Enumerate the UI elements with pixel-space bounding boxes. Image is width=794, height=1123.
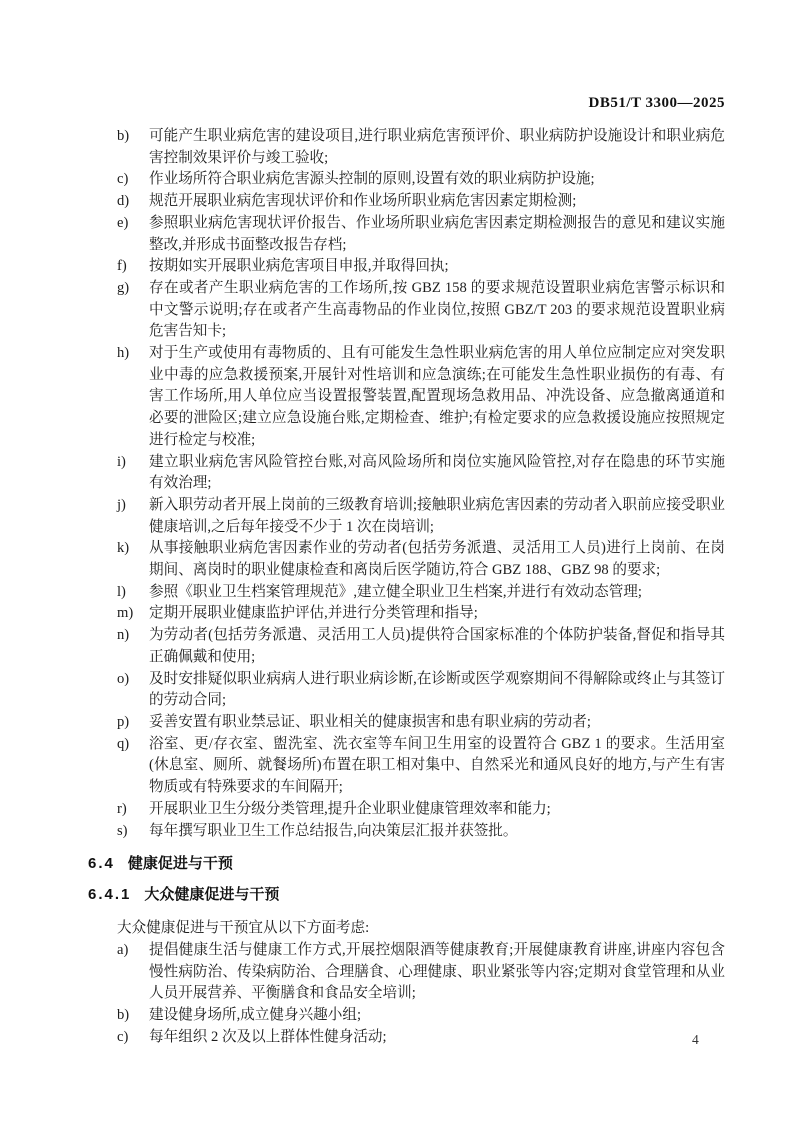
page-content <box>88 126 725 1048</box>
list-item <box>117 712 725 734</box>
section-heading <box>88 855 725 872</box>
list-item-text: 新入职劳动者开展上岗前的三级教育培训;接触职业病危害因素的劳动者入职前应接受职业健康培训,之后每年接受不少于 1 次在岗培训; <box>149 496 725 535</box>
list-item <box>117 191 725 213</box>
page-number: 4 <box>692 1032 699 1047</box>
list-item <box>117 940 725 1005</box>
list-item <box>117 538 725 581</box>
list-item-text: 建立职业病危害风险管控台账,对高风险场所和岗位实施风险管控,对存在隐患的环节实施有效治理; <box>149 453 725 492</box>
section-number: 6.4 <box>88 855 115 873</box>
list-item-text: 提倡健康生活与健康工作方式,开展控烟限酒等健康教育;开展健康教育讲座,讲座内容包含慢性病防治、传染病防治、合理膳食、心理健康、职业紧张等内容;定期对食堂管理和从业人员开展营养、平衡膳食和食品安全培训; <box>149 941 725 1002</box>
list-item <box>117 625 725 668</box>
section-title: 健康促进与干预 <box>127 855 233 873</box>
list-item <box>117 278 725 343</box>
list-item-text: 参照《职业卫生档案管理规范》,建立健全职业卫生档案,并进行有效动态管理; <box>149 583 642 600</box>
list-item-text: 妥善安置有职业禁忌证、职业相关的健康损害和患有职业病的劳动者; <box>149 713 591 730</box>
list-item-text: 从事接触职业病危害因素作业的劳动者(包括劳务派遣、灵活用工人员)进行上岗前、在岗期间、离岗时的职业健康检查和离岗后医学随访,符合 GBZ 188、GBZ 98 的要求; <box>149 540 725 579</box>
subsection-title: 大众健康促进与干预 <box>144 886 280 904</box>
subsection-number: 6.4.1 <box>88 886 132 904</box>
list-item-label: c) <box>117 1028 129 1045</box>
list-item-text: 为劳动者(包括劳务派遣、灵活用工人员)提供符合国家标准的个体防护装备,督促和指导其正确佩戴和使用; <box>149 627 725 665</box>
list-item <box>117 734 725 799</box>
doc-number: DB51/T 3300—2025 <box>588 95 725 111</box>
intro-paragraph: 大众健康促进与干预宜从以下方面考虑: <box>117 920 370 937</box>
list-item-label: i) <box>117 453 126 470</box>
list-item-text: 开展职业卫生分级分类管理,提升企业职业健康管理效率和能力; <box>149 800 551 817</box>
list-item-label: q) <box>117 735 130 752</box>
list-item-text: 及时安排疑似职业病病人进行职业病诊断,在诊断或医学观察期间不得解除或终止与其签订的劳动合同; <box>149 670 725 709</box>
list-item <box>117 603 725 625</box>
list-item <box>117 669 725 712</box>
list-item-label: e) <box>117 214 129 231</box>
list-item-label: h) <box>117 345 130 362</box>
list-item <box>117 821 725 843</box>
requirement-list <box>88 126 725 842</box>
health-promotion-list <box>88 940 725 1049</box>
list-item <box>117 213 725 256</box>
list-item-label: p) <box>117 713 130 730</box>
list-item-label: m) <box>117 605 134 622</box>
list-item <box>117 1005 725 1027</box>
list-item-label: f) <box>117 258 127 275</box>
list-item-text: 每年撰写职业卫生工作总结报告,向决策层汇报并获签批。 <box>149 822 518 839</box>
list-item-text: 作业场所符合职业病危害源头控制的原则,设置有效的职业病防护设施; <box>149 171 595 188</box>
list-item-label: k) <box>117 540 130 557</box>
list-item-text: 定期开展职业健康监护评估,并进行分类管理和指导; <box>149 605 478 622</box>
list-item <box>117 582 725 604</box>
list-item-label: o) <box>117 670 130 687</box>
list-item-label: r) <box>117 800 127 817</box>
list-item-text: 按期如实开展职业病危害项目申报,并取得回执; <box>149 258 449 275</box>
list-item <box>117 1027 725 1049</box>
list-item-label: d) <box>117 193 130 210</box>
list-item-label: g) <box>117 279 130 296</box>
list-item <box>117 495 725 538</box>
list-item-text: 存在或者产生职业病危害的工作场所,按 GBZ 158 的要求规范设置职业病危害警示标识和中文警示说明;存在或者产生高毒物品的作业岗位,按照 GBZ/T 203 的要求规范设置职业病危害告知卡; <box>149 279 725 340</box>
subsection-heading <box>88 886 725 903</box>
list-item-text: 可能产生职业病危害的建设项目,进行职业病危害预评价、职业病防护设施设计和职业病危害控制效果评价与竣工验收; <box>149 128 725 166</box>
list-item-label: s) <box>117 822 128 839</box>
list-item-text: 每年组织 2 次及以上群体性健身活动; <box>149 1028 387 1045</box>
list-item <box>117 343 725 452</box>
list-item-label: l) <box>117 583 126 600</box>
list-item <box>117 169 725 191</box>
list-item-label: b) <box>117 1007 130 1024</box>
list-item <box>117 799 725 821</box>
list-item-label: n) <box>117 627 130 644</box>
list-item-text: 规范开展职业病危害现状评价和作业场所职业病危害因素定期检测; <box>149 193 577 210</box>
list-item-label: a) <box>117 941 129 958</box>
list-item-text: 对于生产或使用有毒物质的、且有可能发生急性职业病危害的用人单位应制定应对突发职业中毒的应急救援预案,开展针对性培训和应急演练;在可能发生急性职业损伤的有毒、有害工作场所,用人单位应当设置报警装置,配置现场急救用品、冲洗设备、应急撤离通道和必要的泄险区;建立应急设施台账,定期检查、维护;有检定要求的应急救援设施应按照规定进行检定与校准; <box>149 345 725 448</box>
list-item-label: c) <box>117 171 129 188</box>
list-item-label: b) <box>117 128 130 144</box>
list-item-text: 参照职业病危害现状评价报告、作业场所职业病危害因素定期检测报告的意见和建议实施整改,并形成书面整改报告存档; <box>149 214 725 253</box>
list-item <box>117 126 725 169</box>
list-item-text: 浴室、更/存衣室、盥洗室、洗衣室等车间卫生用室的设置符合 GBZ 1 的要求。生活用室(休息室、厕所、就餐场所)布置在职工相对集中、自然采光和通风良好的地方,与产生有害物质或有特殊要求的车间隔开; <box>149 735 725 796</box>
list-item <box>117 452 725 495</box>
list-item-text: 建设健身场所,成立健身兴趣小组; <box>149 1007 362 1024</box>
list-item <box>117 256 725 278</box>
list-item-label: j) <box>117 496 126 513</box>
